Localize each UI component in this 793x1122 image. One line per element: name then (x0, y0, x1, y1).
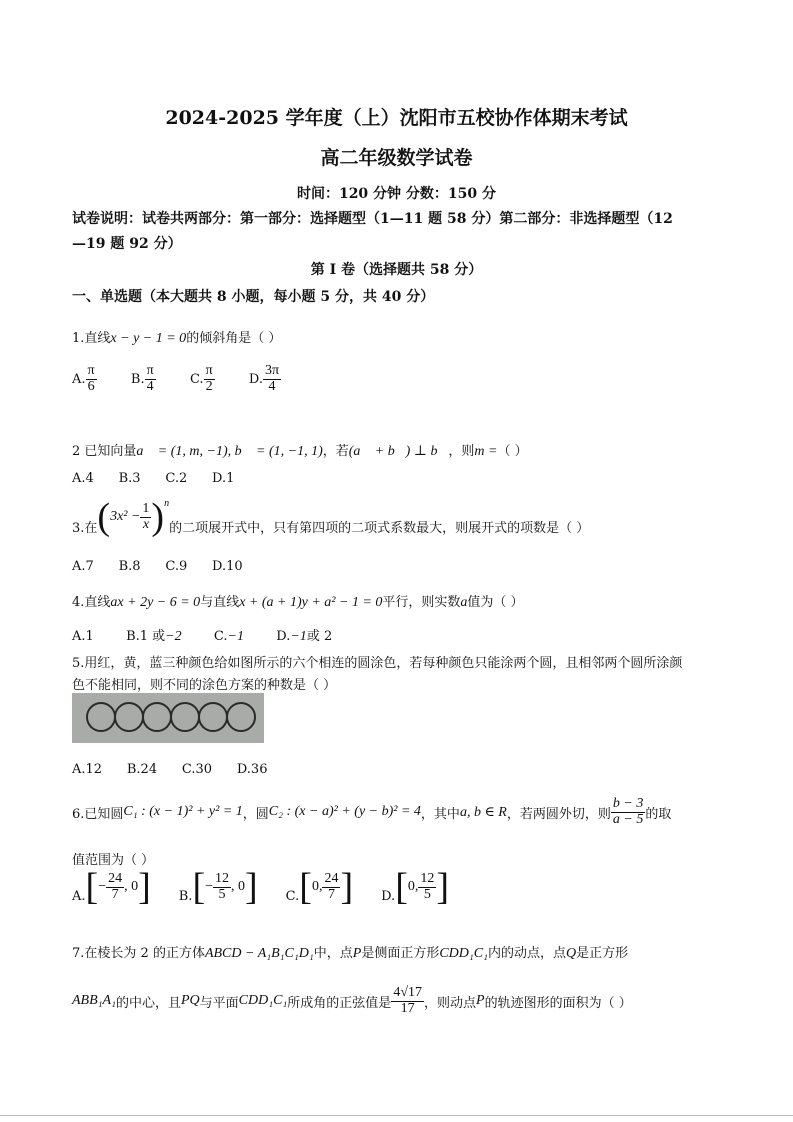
q1-option-a[interactable]: A. $\frac{\pi}{6}$ (72, 363, 95, 394)
q2-condition: (a⃗ + b⃗) ⊥ b⃗ (348, 444, 449, 459)
q6-option-c[interactable]: C. [ 0, $\frac{24}{7}$ ] (285, 866, 354, 908)
question-7-line-2 (72, 976, 632, 1026)
q4-options (72, 625, 332, 645)
q4-option-d[interactable]: D.−1或 2 (276, 629, 333, 644)
section-heading: 一、单选题（本大题共 8 小题，每小题 5 分，共 40 分） (72, 289, 435, 305)
q4-text-2: 平行，则实数 (382, 595, 461, 610)
q7-text-5: 的中心，且 (115, 995, 181, 1011)
question-6 (72, 787, 671, 837)
q6-suffix: 的取 (645, 806, 672, 822)
q3-prefix: 3.在 (72, 521, 98, 536)
q6-text-2: ，其中 (420, 806, 460, 822)
question-3 (72, 498, 589, 536)
q6-prefix: 6.已知圆 (72, 806, 124, 822)
q3-suffix: 的二项展开式中，只有第四项的二项式系数最大，则展开式的项数是（ ） (169, 521, 590, 536)
q4-line-2: x + (a + 1)y + a² − 1 = 0 (239, 595, 383, 610)
q7-cube: ABCD − A₁B₁C₁D₁ (204, 946, 314, 961)
q1-prefix: 1.直线 (72, 331, 111, 346)
q2-vectors: a⃗ = (1, m, −1), b⃗ = (1, −1, 1) (136, 444, 323, 459)
q2-suffix: （ ） (497, 444, 528, 459)
q4-option-b[interactable]: B.1 或−2 (126, 629, 182, 644)
q4-prefix: 4.直线 (72, 595, 111, 610)
q3-binomial: ( 3x² − $\frac{1}{x}$ ) $^n$ (97, 496, 170, 538)
q7-text-3: 内的动点，点 (487, 946, 566, 961)
exam-subtitle: 高二年级数学试卷 (320, 147, 473, 169)
q7-suffix: 的轨迹图形的面积为（ ） (484, 995, 632, 1011)
q7-sine-value: $\frac{4√17}{17}$ (393, 984, 422, 1016)
circle-5 (198, 702, 228, 732)
q6-option-b[interactable]: B. [ − $\frac{12}{5}$ , 0 ] (178, 866, 258, 908)
q2-options[interactable]: A.4 B.3 C.2 D.1 (72, 471, 235, 486)
q1-option-c[interactable]: C. $\frac{\pi}{2}$ (189, 363, 213, 394)
q1-suffix: 的倾斜角是（ ） (186, 331, 282, 346)
q7-point-p: P (352, 946, 362, 961)
q6-circle-2: C₂ : (x − a)² + (y − b)² = 4 (268, 804, 421, 819)
q7-face-1: CDD₁C₁ (439, 946, 488, 961)
q6-line-2: 值范围为（ ） (72, 853, 155, 868)
q2-text-2: ，则 (448, 444, 475, 459)
q6-text: ，圆 (242, 806, 269, 822)
circle-2 (114, 702, 144, 732)
q1-equation: x − y − 1 = 0 (110, 331, 187, 346)
exam-description-line1: 试卷说明：试卷共两部分：第一部分：选择题型（1—11 题 58 分）第二部分：非选择题型（12 (72, 211, 673, 227)
q4-suffix: 值为（ ） (467, 595, 524, 610)
exam-title: 2024-2025 学年度（上）沈阳市五校协作体期末考试 (165, 107, 628, 129)
part-heading: 第 I 卷（选择题共 58 分） (310, 262, 483, 278)
q7-point-q: Q (565, 946, 577, 961)
q7-text-2: 是侧面正方形 (361, 946, 440, 961)
q6-circle-1: C₁ : (x − 1)² + y² = 1 (123, 804, 243, 819)
q7-prefix: 7.在棱长为 2 的正方体 (72, 946, 205, 961)
q4-line-1: ax + 2y − 6 = 0 (110, 595, 201, 610)
q5-line-2: 色不能相同，则不同的涂色方案的种数是（ ） (72, 678, 337, 693)
q4-text: 与直线 (200, 595, 240, 610)
q1-option-d[interactable]: D. $\frac{3\pi}{4}$ (248, 363, 280, 394)
q5-line-1: 5.用红，黄，蓝三种颜色给如图所示的六个相连的圆涂色，若每种颜色只能涂两个圆，且相邻两个圆所涂颜 (72, 656, 683, 671)
page-bottom-divider (0, 1115, 793, 1116)
circle-4 (170, 702, 200, 732)
q7-text-4: 是正方形 (576, 946, 629, 961)
q6-option-d[interactable]: D. [ 0, $\frac{12}{5}$ ] (381, 866, 449, 908)
q4-option-a[interactable]: A.1 (72, 629, 94, 644)
exam-meta: 时间：120 分钟 分数：150 分 (296, 186, 497, 202)
circle-3 (142, 702, 172, 732)
q7-text: 中，点 (313, 946, 353, 961)
q4-variable: a (460, 595, 468, 610)
q6-ratio: $\frac{b - 3}{a - 5}$ (612, 795, 644, 827)
q1-options (72, 364, 281, 394)
q4-option-c[interactable]: C.−1 (213, 629, 244, 644)
q7-text-6: 与平面 (199, 995, 239, 1011)
question-2 (72, 440, 528, 460)
q7-text-8: ，则动点 (424, 995, 477, 1011)
q3-options[interactable]: A.7 B.8 C.9 D.10 (72, 559, 243, 574)
q6-condition: a, b ∈ R (459, 804, 507, 820)
q2-text: ，若 (322, 444, 349, 459)
question-4 (72, 591, 524, 611)
question-1 (72, 327, 281, 347)
q1-option-b[interactable]: B. $\frac{\pi}{4}$ (130, 363, 154, 394)
q6-option-a[interactable]: A. [ − $\frac{24}{7}$ , 0 ] (72, 866, 151, 908)
q7-face-3: CDD₁C₁ (238, 993, 288, 1008)
q7-segment-pq: PQ (180, 993, 200, 1008)
exam-description-line2: —19 题 92 分） (72, 236, 182, 252)
circle-1 (86, 702, 116, 732)
q5-options[interactable]: A.12 B.24 C.30 D.36 (72, 762, 268, 777)
question-7 (72, 942, 628, 962)
six-circles-figure (72, 693, 264, 743)
circle-6 (226, 702, 256, 732)
q7-point-p-2: P (476, 993, 485, 1008)
q6-options (72, 868, 449, 906)
q7-text-7: 所成角的正弦值是 (287, 995, 392, 1011)
q2-unknown: m = (474, 444, 498, 459)
q6-text-3: ，若两圆外切，则 (506, 806, 611, 822)
q7-face-2: ABB₁A₁ (72, 993, 116, 1008)
q2-prefix: 2 已知向量 (72, 444, 137, 459)
